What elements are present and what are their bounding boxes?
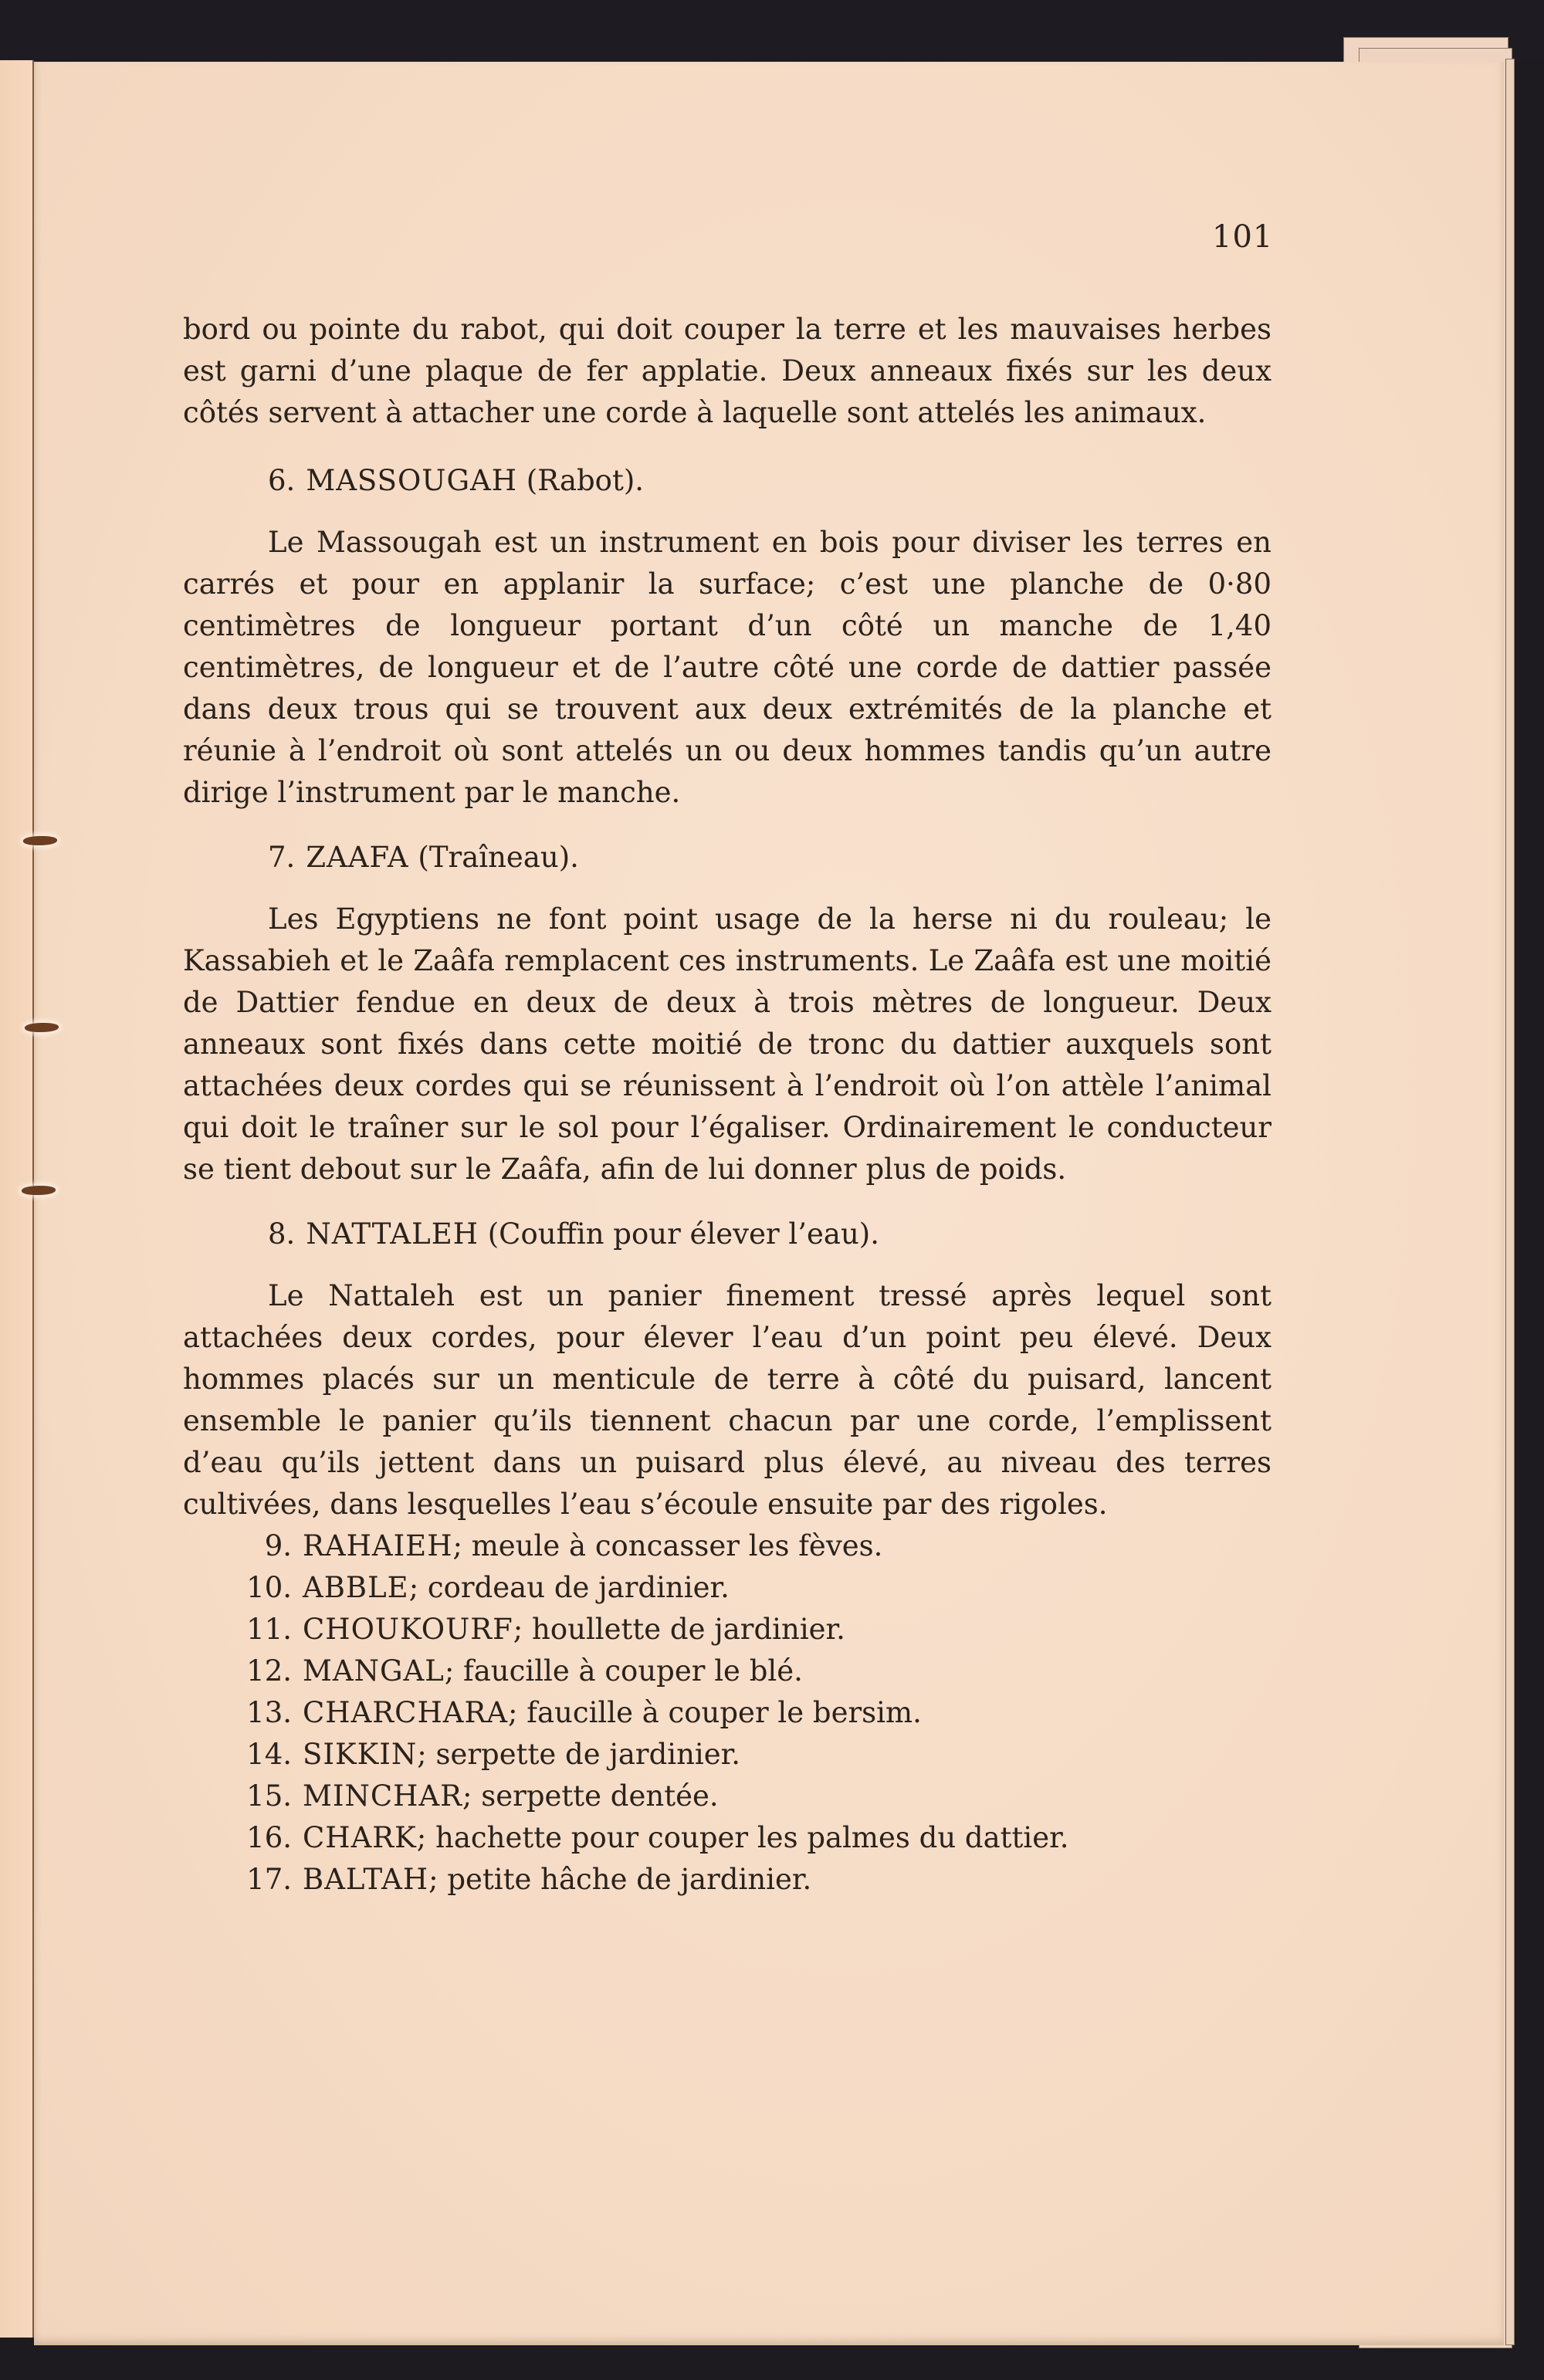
- item-term: MANGAL: [303, 1654, 445, 1688]
- list-item: [183, 1817, 1271, 1859]
- item-term: ABBLE: [303, 1571, 409, 1604]
- section-body: Les Egyptiens ne font point usage de la herse ni du rouleau; le Kassabieh et le Zaâfa remplacent ces instruments. Le Zaâfa est une moitié de Dattier fendue en deux de deux à trois mètres de longueur. Deux anneaux sont fixés dans cette moitié de tronc du dattier auxquels sont attachées deux cordes qui se réunissent à l’endroit où l’on attèle l’animal qui doit le traîner sur le sol pour l’égaliser. Ordinairement le conducteur se tient debout sur le Zaâfa, afin de lui donner plus de poids.: [183, 902, 1271, 1186]
- item-definition: ; serpette dentée.: [462, 1779, 719, 1813]
- section-number: 8.: [268, 1217, 296, 1251]
- item-number: 17.: [246, 1863, 292, 1896]
- list-item: [183, 1650, 1271, 1692]
- page-number: 101: [1212, 219, 1274, 255]
- item-number: 11.: [246, 1613, 292, 1646]
- section-translation: (Rabot).: [526, 464, 645, 497]
- item-term: RAHAIEH: [303, 1529, 453, 1562]
- section-number: 7.: [268, 841, 296, 874]
- item-number: 14.: [246, 1738, 292, 1771]
- section-term: NATTALEH: [306, 1217, 479, 1251]
- scan-background: [0, 0, 1544, 62]
- list-item: [183, 1776, 1271, 1817]
- item-number: 9.: [264, 1529, 292, 1562]
- item-definition: ; hachette pour couper les palmes du dattier.: [416, 1821, 1069, 1854]
- continuation-paragraph: bord ou pointe du rabot, qui doit couper la terre et les mauvaises herbes est garni d’une plaque de fer applatie. Deux anneaux fixés sur les deux côtés servent à attacher une corde à laquelle sont attelés les animaux.: [183, 313, 1271, 429]
- binding-stitch-icon: [22, 1186, 56, 1195]
- item-number: 12.: [246, 1654, 292, 1688]
- item-number: 10.: [246, 1571, 292, 1604]
- section-body: Le Massougah est un instrument en bois pour diviser les terres en carrés et pour en applanir la surface; c’est une planche de 0·80 centimètres de longueur portant d’un côté un manche de 1,40 centimètres, de longueur et de l’autre côté une corde de dattier passée dans deux trous qui se trouvent aux deux extrémités de la planche et réunie à l’endroit où sont attelés un ou deux hommes tandis qu’un autre dirige l’instrument par le manche.: [183, 526, 1271, 809]
- section-translation: (Traîneau).: [418, 841, 579, 874]
- binding-stitch-icon: [23, 836, 57, 845]
- list-item: [183, 1859, 1271, 1901]
- item-definition: ; houllette de jardinier.: [513, 1613, 845, 1646]
- item-term: SIKKIN: [303, 1738, 418, 1771]
- item-term: CHOUKOURF: [303, 1613, 513, 1646]
- binding-stitch-icon: [25, 1023, 59, 1032]
- item-term: MINCHAR: [303, 1779, 463, 1813]
- section-translation: (Couffin pour élever l’eau).: [487, 1217, 880, 1251]
- section-heading: [183, 1214, 1271, 1255]
- tool-list: [183, 1525, 1271, 1901]
- item-number: 15.: [246, 1779, 292, 1813]
- section-body: Le Nattaleh est un panier finement tressé après lequel sont attachées deux cordes, pour élever l’eau d’un point peu élevé. Deux hommes placés sur un menticule de terre à côté du puisard, lancent ensemble le panier qu’ils tiennent chacun par une corde, l’emplissent d’eau qu’ils jettent dans un puisard plus élevé, au niveau des terres cultivées, dans lesquelles l’eau s’écoule ensuite par des rigoles.: [183, 1279, 1271, 1521]
- item-term: CHARCHARA: [303, 1696, 509, 1729]
- item-definition: ; faucille à couper le blé.: [444, 1654, 803, 1688]
- page-body: [183, 309, 1271, 1901]
- item-number: 16.: [246, 1821, 292, 1854]
- section-term: ZAAFA: [306, 841, 409, 874]
- section-number: 6.: [268, 464, 296, 497]
- underlying-page-edge: [1505, 59, 1515, 2345]
- item-number: 13.: [246, 1696, 292, 1729]
- list-item: [183, 1525, 1271, 1567]
- item-definition: ; cordeau de jardinier.: [408, 1571, 730, 1604]
- item-term: BALTAH: [303, 1863, 429, 1896]
- list-item: [183, 1734, 1271, 1776]
- list-item: [183, 1609, 1271, 1650]
- section-heading: [183, 460, 1271, 502]
- section-heading: [183, 837, 1271, 879]
- facing-page-edge: [0, 60, 34, 2338]
- section-term: MASSOUGAH: [306, 464, 518, 497]
- list-item: [183, 1692, 1271, 1734]
- item-definition: ; meule à concasser les fèves.: [452, 1529, 883, 1562]
- list-item: [183, 1567, 1271, 1609]
- item-definition: ; faucille à couper le bersim.: [508, 1696, 922, 1729]
- item-definition: ; serpette de jardinier.: [417, 1738, 741, 1771]
- item-definition: ; petite hâche de jardinier.: [428, 1863, 812, 1896]
- item-term: CHARK: [303, 1821, 417, 1854]
